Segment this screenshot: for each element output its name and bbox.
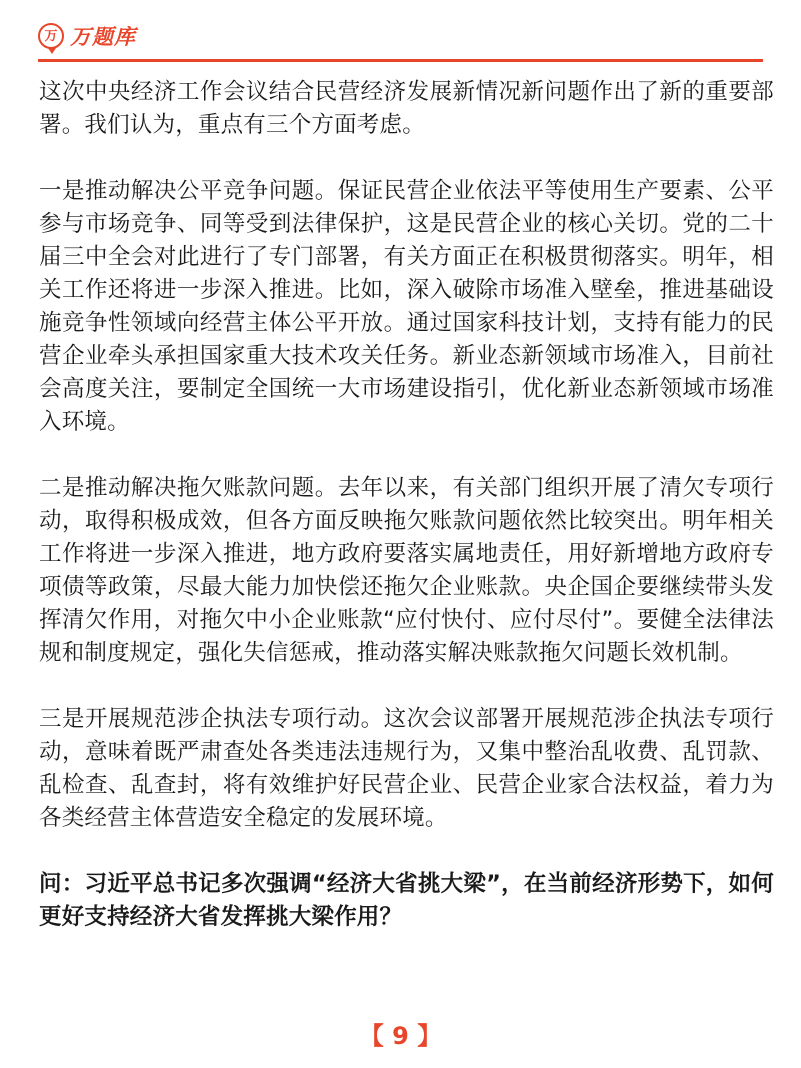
paragraph-intro: 这次中央经济工作会议结合民营经济发展新情况新问题作出了新的重要部署。我们认为，重点有三个方面考虑。 [39, 79, 774, 138]
brand-logo-icon [38, 23, 64, 49]
page-number: 【 9 】 [359, 1022, 442, 1050]
document-body [39, 76, 774, 967]
paragraph-point-two: 二是推动解决拖欠账款问题。去年以来，有关部门组织开展了清欠专项行动，取得积极成效，但各方面反映拖欠账款问题依然比较突出。明年相关工作将进一步深入推进，地方政府要落实属地责任，用好新增地方政府专项债等政策，尽最大能力加快偿还拖欠企业账款。央企国企要继续带头发挥清欠作用，对拖欠中小企业账款“应付快付、应付尽付”。要健全法律法规和制度规定，强化失信惩戒，推动落实解决账款拖欠问题长效机制。 [39, 475, 774, 666]
brand-name: 万题库 [70, 25, 136, 49]
paragraph-point-three: 三是开展规范涉企执法专项行动。这次会议部署开展规范涉企执法专项行动，意味着既严肃查处各类违法违规行为，又集中整治乱收费、乱罚款、乱检查、乱查封，将有效维护好民营企业、民营企业家合法权益，着力为各类经营主体营造安全稳定的发展环境。 [39, 706, 774, 831]
question-heading: 问：习近平总书记多次强调“经济大省挑大梁”，在当前经济形势下，如何更好支持经济大省发挥挑大梁作用？ [39, 871, 774, 930]
brand-logo-glyph: 万 [44, 28, 58, 44]
header-divider [38, 59, 763, 62]
brand-header [38, 18, 136, 54]
paragraph-point-one: 一是推动解决公平竞争问题。保证民营企业依法平等使用生产要素、公平参与市场竞争、同等受到法律保护，这是民营企业的核心关切。党的二十届三中全会对此进行了专门部署，有关方面正在积极贯彻落实。明年，相关工作还将进一步深入推进。比如，深入破除市场准入壁垒，推进基础设施竞争性领域向经营主体公平开放。通过国家科技计划，支持有能力的民营企业牵头承担国家重大技术攻关任务。新业态新领域市场准入，目前社会高度关注，要制定全国统一大市场建设指引，优化新业态新领域市场准入环境。 [39, 178, 774, 435]
